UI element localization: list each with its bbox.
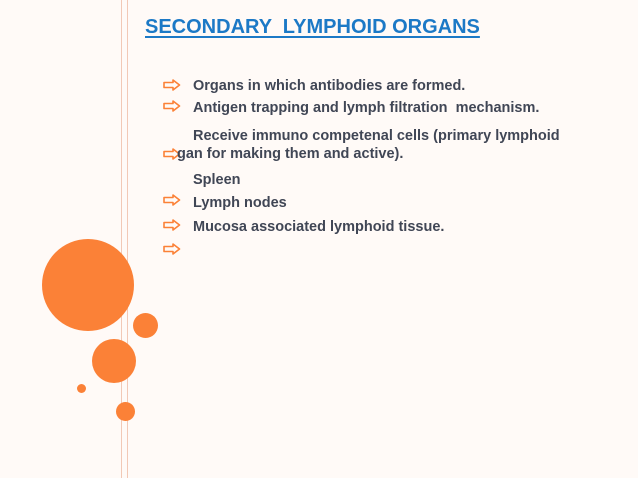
bullet-text: Spleen <box>193 172 241 188</box>
arrow-bullet-icon <box>163 219 181 231</box>
bullet-text: Receive immuno competenal cells (primary lymphoid <box>193 128 560 144</box>
arrow-bullet-icon <box>163 194 181 206</box>
bullet-text: Antigen trapping and lymph filtration mechanism. <box>193 100 540 116</box>
medium-circle-decoration <box>92 339 136 383</box>
arrow-bullet-icon <box>163 243 181 255</box>
tiny-circle-decoration <box>77 384 86 393</box>
small-circle-decoration <box>116 402 135 421</box>
small-circle-decoration <box>133 313 158 338</box>
arrow-bullet-icon <box>163 79 181 91</box>
slide-title: SECONDARY LYMPHOID ORGANS <box>145 16 480 38</box>
bullet-text: Organs in which antibodies are formed. <box>193 78 466 94</box>
large-circle-decoration <box>42 239 134 331</box>
bullet-text: Mucosa associated lymphoid tissue. <box>193 219 445 235</box>
bullet-text: Lymph nodes <box>193 195 287 211</box>
arrow-bullet-icon <box>163 100 181 112</box>
bullet-text-continuation: gan for making them and active). <box>177 146 404 162</box>
